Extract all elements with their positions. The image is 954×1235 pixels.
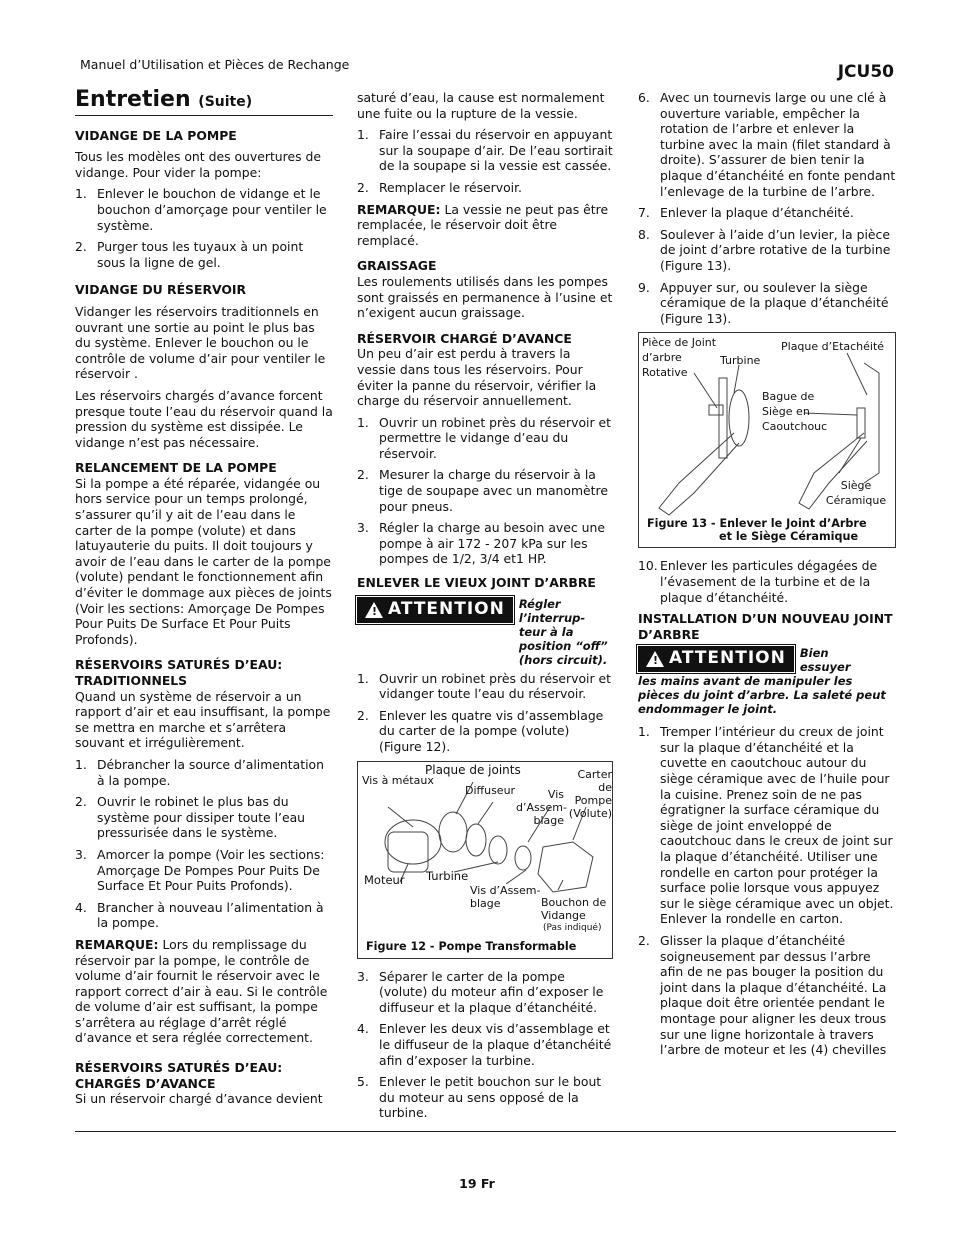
header-manual-title: Manuel d’Utilisation et Pièces de Rechange bbox=[80, 57, 350, 72]
label-diffuseur: Diffuseur bbox=[465, 783, 516, 797]
label-bouchon-vidange: Bouchon de Vidange bbox=[541, 895, 607, 922]
figure-13 bbox=[638, 332, 896, 548]
list-item: 2. Remplacer le réservoir. bbox=[357, 179, 522, 195]
list-item: 1. Faire l’essai du réservoir en appuyant sur la soupape d’air. De l’eau sortirait de la soupape si la vessie est cassée. bbox=[357, 127, 613, 174]
label-vis-assemblage-2: Vis d’Assem- blage bbox=[470, 883, 541, 910]
label-bague-siege: Bague de Siège en Caoutchouc bbox=[762, 390, 828, 434]
list-item: 3. Séparer le carter de la pompe (volute) du moteur afin d’exposer le diffuseur et la plaque d’étanchéité. bbox=[357, 968, 604, 1015]
page-number: 19 Fr bbox=[459, 1176, 495, 1191]
list-item: 8. Soulever à l’aide d’un levier, la pièce de joint d’arbre rotative de la turbine (Figure 13). bbox=[638, 226, 891, 273]
paragraph: Tous les modèles ont des ouvertures de vidange. Pour vider la pompe: bbox=[75, 149, 321, 180]
list-item: 3. Régler la charge au besoin avec une pompe à air 172 - 207 kPa sur les pompes de 1/2, 3/4 et1 HP. bbox=[357, 520, 605, 567]
list-item: 4. Enlever les deux vis d’assemblage et le diffuseur de la plaque d’étanchéité afin d’exposer la turbine. bbox=[357, 1021, 612, 1068]
list-item: 2. Mesurer la charge du réservoir à la tige de soupape avec un manomètre pour pneus. bbox=[357, 467, 608, 514]
label-moteur: Moteur bbox=[364, 872, 405, 887]
section-heading: VIDANGE DU RÉSERVOIR bbox=[75, 282, 247, 298]
label-vis-metaux: Vis à métaux bbox=[362, 773, 434, 787]
figure-caption: Figure 13 - Enlever le Joint d’Arbre et le Siège Céramique bbox=[647, 517, 867, 544]
label-turbine: Turbine bbox=[426, 868, 469, 883]
column-2 bbox=[357, 90, 613, 1127]
label-siege-ceramique: Siège Céramique bbox=[825, 479, 887, 508]
numbered-list bbox=[357, 415, 613, 567]
numbered-list bbox=[75, 757, 333, 931]
attention-text-side: Bien essuyer bbox=[799, 646, 851, 675]
attention-text: Régler l’interrup- teur à la position “off” (hors circuit). bbox=[518, 596, 608, 667]
label-plaque-etachete: Plaque d’Etachéité bbox=[781, 340, 885, 354]
numbered-list bbox=[75, 186, 333, 270]
warning-triangle-icon bbox=[365, 602, 383, 618]
section-heading: RÉSERVOIRS SATURÉS D’EAU: TRADITIONNELS bbox=[75, 657, 283, 688]
list-item: 1. Débrancher la source d’alimentation à la pompe. bbox=[75, 756, 324, 788]
section-heading: ENLEVER LE VIEUX JOINT D’ARBRE bbox=[357, 575, 596, 591]
list-item: 2. Enlever les quatre vis d’assemblage du carter de la pompe (volute) (Figure 12). bbox=[357, 707, 604, 754]
label-turbine: Turbine bbox=[720, 354, 761, 368]
attention-badge: ! ATTENTION bbox=[638, 646, 794, 672]
attention-text: les mains avant de manipuler les pièces du joint d’arbre. La saleté peut endommager le joint. bbox=[638, 674, 886, 717]
section-heading: INSTALLATION D’UN NOUVEAU JOINT D’ARBRE bbox=[638, 611, 893, 642]
paragraph: Si la pompe a été réparée, vidangée ou hors service pour un temps prolongé, s’assurer qu’il y ait de l’eau dans le carter de la pompe (volute) et dans latuyauterie du puits. Il doit toujours y avoir de l’eau dans le carter de la pompe (volute) pendant le fonctionnement afin d’éviter le dommage aux pièces de joints (Voir les sections: Amorçage De Pompes Pour Puits De Surface Et Pour Puits Profonds). bbox=[75, 475, 332, 647]
paragraph: saturé d’eau, la cause est normalement une fuite ou la rupture de la vessie. bbox=[357, 90, 605, 121]
warning-triangle-icon bbox=[646, 651, 664, 667]
attention-block bbox=[357, 597, 613, 667]
label-pas-indique: (Pas indiqué) bbox=[543, 922, 602, 933]
numbered-list bbox=[357, 969, 613, 1121]
list-item: 2. Glisser la plaque d’étanchéité soigneusement par dessus l’arbre afin de ne pas bouger la position du joint dans la plaque d’étanchéité. La plaque doit être orientée pendant le montage pour aligner les deux trous sur une ligne horizontale à travers l’arbre de moteur et les (4) chevilles bbox=[638, 933, 887, 1058]
footer-divider bbox=[75, 1131, 896, 1132]
list-item: 5. Enlever le petit bouchon sur le bout du moteur au sens opposé de la turbine. bbox=[357, 1074, 602, 1121]
section-heading: RÉSERVOIR CHARGÉ D’AVANCE bbox=[357, 330, 572, 346]
list-item: 7. Enlever la plaque d’étanchéité. bbox=[638, 205, 854, 221]
list-item: 2. Purger tous les tuyaux à un point sous la ligne de gel. bbox=[75, 239, 304, 270]
list-item: 1. Tremper l’intérieur du creux de joint sur la plaque d’étanchéité et la cuvette en caoutchouc autour du siège céramique avec de l’huile pour la cuisine. Prenez soin de ne pas égratigner la surface céramique du siège de joint enveloppé de caoutchouc dans le creux de joint sur la plaque d’étanchéité. Utiliser une rondelle en carton pour protéger la surface polie lorsque vous appuyez sur le siège céramique avec un objet. Enlever la rondelle en carton. bbox=[638, 724, 894, 927]
paragraph: Un peu d’air est perdu à travers la vessie dans tous les réservoirs. Pour éviter la panne du réservoir, vérifier la charge du réservoir annuellement. bbox=[357, 346, 597, 409]
section-heading: VIDANGE DE LA POMPE bbox=[75, 127, 237, 143]
list-item: 1. Ouvrir un robinet près du réservoir et vidanger toute l’eau du réservoir. bbox=[357, 670, 611, 702]
page-title: Entretien (Suite) bbox=[75, 92, 333, 116]
figure-caption: Figure 12 - Pompe Transformable bbox=[366, 939, 577, 953]
numbered-list bbox=[638, 558, 896, 605]
label-plaque-joints: Plaque de joints bbox=[425, 762, 521, 777]
remark: REMARQUE: La vessie ne peut pas être remplacée, le réservoir doit être remplacé. bbox=[357, 201, 609, 248]
numbered-list bbox=[357, 127, 613, 195]
paragraph: Vidanger les réservoirs traditionnels en ouvrant une sortie au point le plus bas du système. Enlever le bouchon ou le contrôle de volume d’air pour ventiler le réservoir . bbox=[75, 303, 326, 382]
numbered-list bbox=[357, 671, 613, 755]
remark: REMARQUE: Lors du remplissage du réservoir par la pompe, le contrôle de volume d’air fournit le réservoir avec le rapport correct d’air à eau. Si le contrôle de volume d’air est suffisant, la pompe s’arrêtera au réglage d’arrêt réglé d’avance et sera réglée correctement. bbox=[75, 936, 328, 1046]
header-model-number: JCU50 bbox=[837, 62, 894, 82]
section-heading: GRAISSAGE bbox=[357, 258, 437, 274]
list-item: 2. Ouvrir le robinet le plus bas du système pour dissiper toute l’eau pressurisée dans le système. bbox=[75, 794, 306, 841]
numbered-list bbox=[638, 724, 896, 1057]
list-item: 10. Enlever les particules dégagées de l’évasement de la turbine et de la plaque d’étanchéité. bbox=[638, 558, 878, 605]
column-3 bbox=[638, 90, 896, 1064]
list-item: 9. Appuyer sur, ou soulever la siège céramique de la plaque d’étanchéité (Figure 13). bbox=[638, 279, 889, 326]
list-item: 4. Brancher à nouveau l’alimentation à la pompe. bbox=[75, 899, 324, 931]
attention-block bbox=[638, 646, 896, 716]
list-item: 1. Ouvrir un robinet près du réservoir et permettre le vidange d’eau du réservoir. bbox=[357, 414, 611, 461]
paragraph: Les roulements utilisés dans les pompes sont graissés en permanence à l’usine et n’exigent aucun graissage. bbox=[357, 273, 613, 321]
label-carter-pompe: Carter de Pompe (Volute) bbox=[568, 767, 612, 820]
section-heading: RELANCEMENT DE LA POMPE bbox=[75, 460, 277, 476]
numbered-list bbox=[638, 90, 896, 326]
list-item: 1. Enlever le bouchon de vidange et le bouchon d’amorçage pour ventiler le système. bbox=[75, 186, 327, 233]
label-vis-assemblage: Vis d’Assem- blage bbox=[516, 787, 567, 827]
paragraph: Si un réservoir chargé d’avance devient bbox=[75, 1091, 323, 1107]
column-1 bbox=[75, 87, 333, 1113]
paragraph: Quand un système de réservoir a un rapport d’air et eau insuffisant, la pompe se mettra en marche et s’arrêtera souvant et irrégulièrement. bbox=[75, 688, 331, 751]
label-piece-joint: Pièce de Joint d’arbre Rotative bbox=[642, 336, 717, 380]
attention-badge: ! ATTENTION bbox=[357, 597, 513, 623]
list-item: 3. Amorcer la pompe (Voir les sections: Amorçage De Pompes Pour Puits De Surface Et Pour Puits Profonds). bbox=[75, 846, 325, 894]
section-heading: RÉSERVOIRS SATURÉS D’EAU: CHARGÉS D’AVANCE bbox=[75, 1060, 283, 1091]
list-item: 6. Avec un tournevis large ou une clé à ouverture variable, empêcher la rotation de l’arbre et enlever la turbine avec la main (filet standard à droite). S’assurer de bien tenir la plaque d’étanchéité en fonte pendant l’enlevage de la turbine de l’arbre. bbox=[638, 90, 896, 199]
figure-12 bbox=[357, 761, 613, 959]
paragraph: Les réservoirs chargés d’avance forcent presque toute l’eau du réservoir quand la pression du système est dissipée. Le vidange n’est pas nécessaire. bbox=[75, 387, 333, 450]
